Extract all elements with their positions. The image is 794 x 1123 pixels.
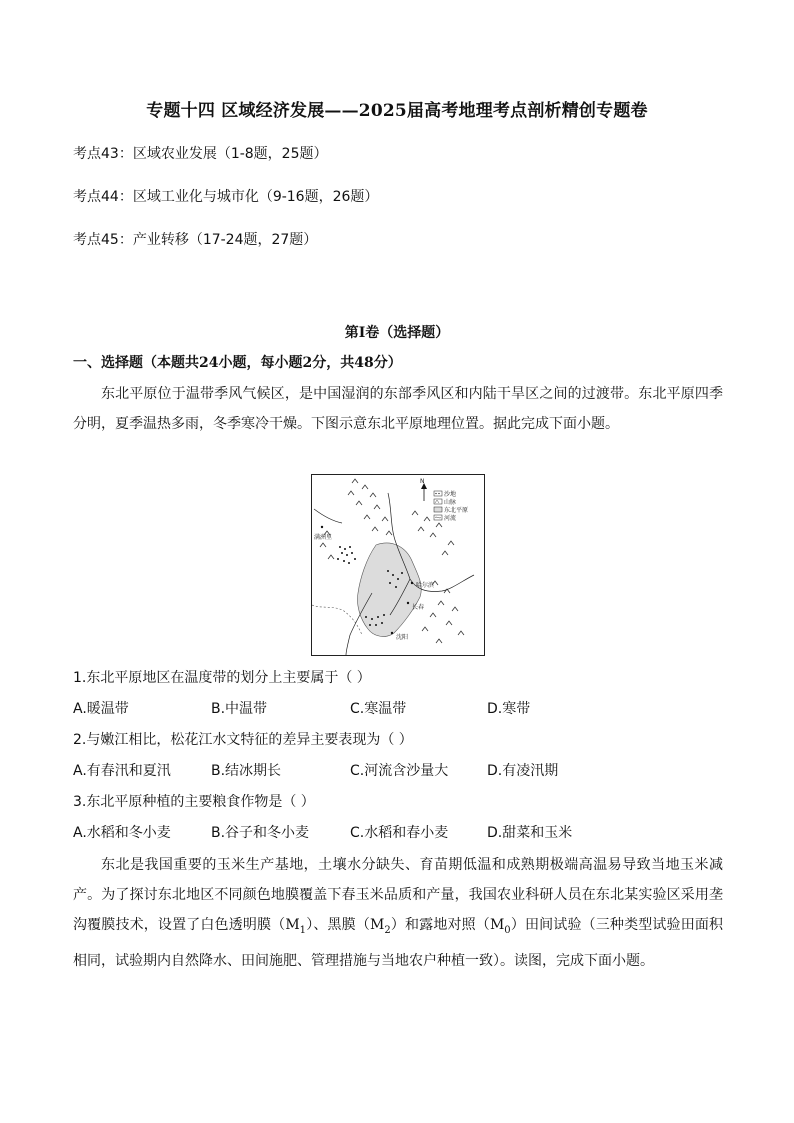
subscript-1: 1 bbox=[299, 924, 307, 936]
city-shenyang: 沈阳 bbox=[396, 634, 409, 641]
q1-option-d[interactable]: D.寒带 bbox=[487, 701, 531, 717]
page-title: 专题十四 区域经济发展——2025届高考地理考点剖析精创专题卷 bbox=[146, 101, 648, 121]
question-3-stem: 3.东北平原种植的主要粮食作物是（ ） bbox=[73, 794, 315, 810]
q3-option-d[interactable]: D.甜菜和玉米 bbox=[487, 825, 573, 841]
topic-item-44: 考点44：区域工业化与城市化（9-16题，26题） bbox=[73, 189, 379, 205]
question-2-stem: 2.与嫩江相比，松花江水文特征的差异主要表现为（ ） bbox=[73, 732, 413, 748]
topic-item-45: 考点45：产业转移（17-24题，27题） bbox=[73, 232, 318, 248]
legend-sand: 沙地 bbox=[444, 491, 457, 498]
plain-area bbox=[357, 543, 421, 637]
q2-option-b[interactable]: B.结冰期长 bbox=[211, 763, 282, 779]
subscript-0: 0 bbox=[504, 924, 511, 936]
legend-mountain: 山脉 bbox=[444, 499, 457, 506]
northeast-plain-map bbox=[311, 474, 485, 656]
city-harbin: 哈尔滨 bbox=[416, 582, 435, 589]
q1-option-c[interactable]: C.寒温带 bbox=[350, 701, 407, 717]
q2-option-d[interactable]: D.有凌汛期 bbox=[487, 763, 559, 779]
north-label: N bbox=[420, 478, 425, 485]
subscript-2: 2 bbox=[384, 924, 391, 936]
passage-2-text-b: ）、黑膜（M bbox=[306, 917, 385, 933]
part-heading: 一、选择题（本题共24小题，每小题2分，共48分） bbox=[73, 355, 402, 371]
section-title: 第I卷（选择题） bbox=[344, 325, 450, 341]
city-changchun: 长春 bbox=[412, 604, 425, 611]
q2-option-a[interactable]: A.有春汛和夏汛 bbox=[73, 763, 171, 779]
legend-river: 河流 bbox=[444, 515, 457, 522]
map-legend bbox=[434, 490, 468, 522]
q1-option-a[interactable]: A.暖温带 bbox=[73, 701, 129, 717]
north-arrow-icon bbox=[420, 478, 427, 501]
passage-2-text-d: ）田间试验（三种类型试验田面积相同，试验期内自然降水、田间施肥、管理措施与当地农户种植一致）。读图，完成下面小题。 bbox=[73, 917, 724, 969]
passage-2-text-a: 东北是我国重要的玉米生产基地，土壤水分缺失、育苗期低温和成熟期极端高温易导致当地玉米减产。为了探讨东北地区不同颜色地膜覆盖下春玉米品质和产量，我国农业科研人员在东北某实验区采用垄沟覆膜技术，设置了白色透明膜（M bbox=[73, 857, 723, 933]
passage-2 bbox=[73, 850, 723, 976]
boundary-line bbox=[312, 605, 362, 635]
passage-1: 东北平原位于温带季风气候区，是中国湿润的东部季风区和内陆干旱区之间的过渡带。东北平原四季分明，夏季温热多雨，冬季寒冷干燥。下图示意东北平原地理位置。据此完成下面小题。 bbox=[73, 386, 723, 432]
q3-option-c[interactable]: C.水稻和春小麦 bbox=[350, 825, 449, 841]
q2-option-c[interactable]: C.河流含沙量大 bbox=[350, 763, 449, 779]
map-figure bbox=[312, 475, 484, 655]
q3-option-b[interactable]: B.谷子和冬小麦 bbox=[211, 825, 310, 841]
legend-plain: 东北平原 bbox=[444, 507, 469, 514]
topic-item-43: 考点43：区域农业发展（1-8题，25题） bbox=[73, 146, 328, 162]
q3-option-a[interactable]: A.水稻和冬小麦 bbox=[73, 825, 171, 841]
question-1-stem: 1.东北平原地区在温度带的划分上主要属于（ ） bbox=[73, 670, 371, 686]
passage-2-text-c: ）和露地对照（M bbox=[390, 917, 505, 933]
q1-option-b[interactable]: B.中温带 bbox=[211, 701, 268, 717]
city-manzhouli: 满洲里 bbox=[314, 534, 333, 541]
